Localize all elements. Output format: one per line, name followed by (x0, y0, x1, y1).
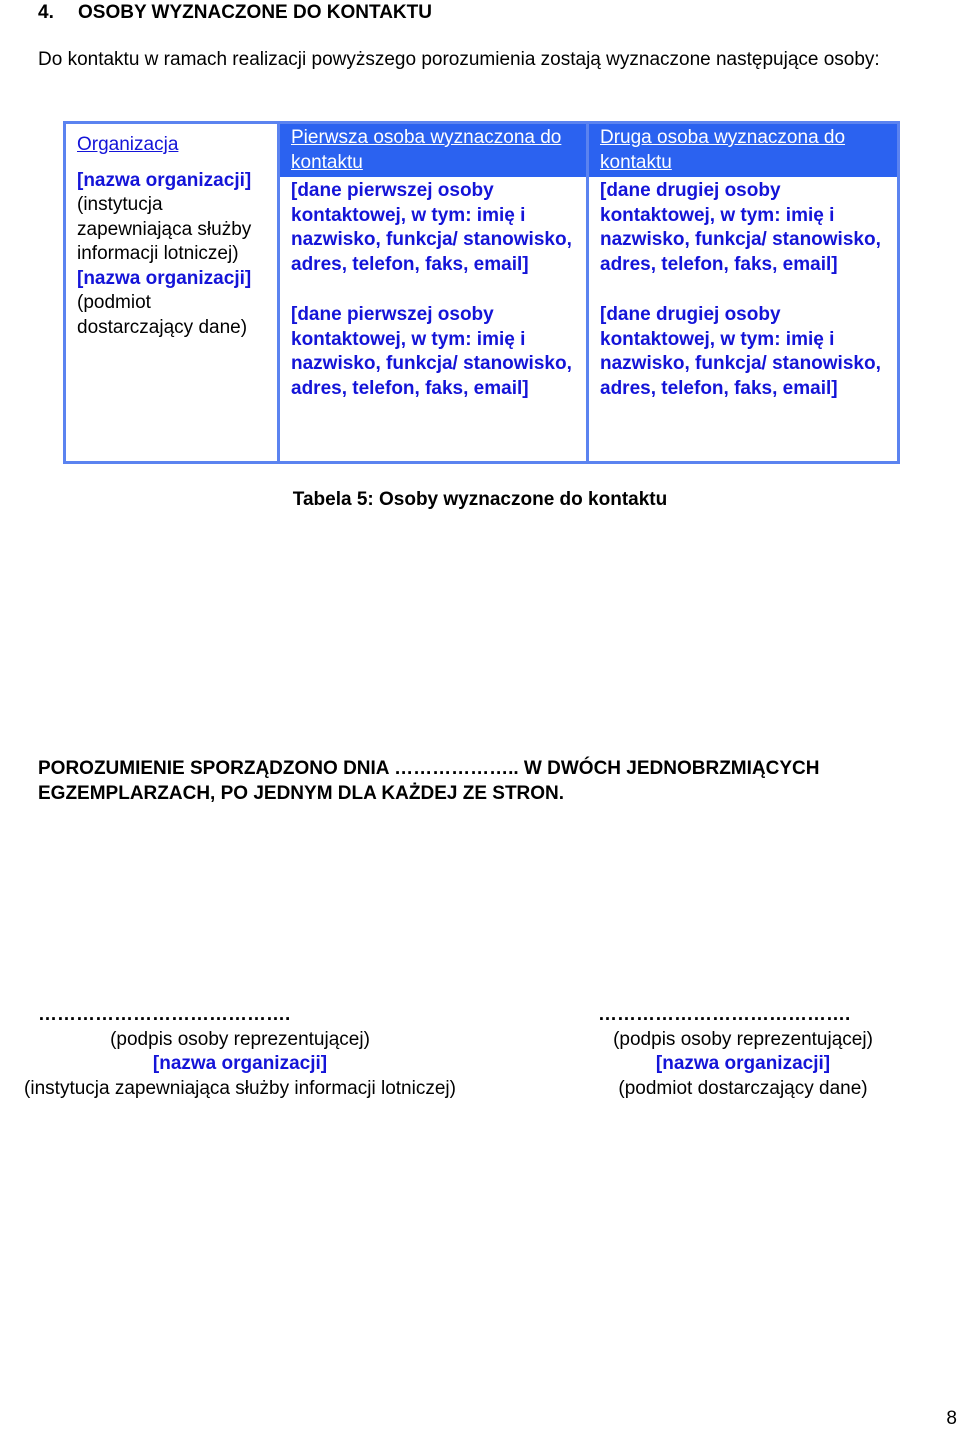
signature-label: (podpis osoby reprezentującej) (110, 1028, 370, 1050)
first-contact-header: Pierwsza osoba wyznaczona do kontaktu (280, 124, 586, 177)
section-number: 4. (38, 2, 54, 23)
signature-label: (podpis osoby reprezentującej) (613, 1028, 873, 1050)
signature-org-name: [nazwa organizacji] (152, 1053, 328, 1074)
first-contact-entry-2: [dane pierwszej osoby kontaktowej, w tym: imię i nazwisko, funkcja/ stanowisko, adres, telefon, faks, email] (291, 304, 572, 399)
signature-block-left (0, 1003, 480, 1101)
organization-header: Organizacja (77, 134, 179, 155)
first-contact-entry-1: [dane pierwszej osoby kontaktowej, w tym: imię i nazwisko, funkcja/ stanowisko, adres, telefon, faks, email] (291, 180, 572, 275)
second-contact-column (588, 123, 899, 463)
contact-table (63, 121, 900, 464)
org1-description: (instytucja zapewniająca służby informacji lotniczej) (77, 194, 252, 264)
first-contact-column (279, 123, 588, 463)
second-contact-cell (589, 124, 897, 401)
spacer (600, 277, 889, 303)
second-contact-header: Druga osoba wyznaczona do kontaktu (589, 124, 897, 177)
page-number: 8 (946, 1408, 957, 1429)
spacer (291, 277, 578, 303)
section-title: OSOBY WYZNACZONE DO KONTAKTU (78, 2, 432, 23)
section-heading (38, 1, 432, 25)
organization-cell (66, 124, 277, 340)
organization-column (65, 123, 279, 463)
table-caption: Tabela 5: Osoby wyznaczone do kontaktu (292, 489, 668, 510)
org2-name: [nazwa organizacji] (77, 267, 252, 289)
org1-name: [nazwa organizacji] (77, 169, 252, 191)
signature-block-right (598, 1003, 888, 1101)
signature-org-description: (instytucja zapewniająca służby informacji lotniczej) (24, 1077, 456, 1099)
second-contact-entry-2: [dane drugiej osoby kontaktowej, w tym: imię i nazwisko, funkcja/ stanowisko, adres, telefon, faks, email] (600, 304, 881, 399)
org2-description: (podmiot dostarczający dane) (77, 292, 248, 338)
first-contact-cell (280, 124, 586, 401)
signature-org-description: (podmiot dostarczający dane) (618, 1077, 868, 1099)
intro-paragraph: Do kontaktu w ramach realizacji powyższego porozumienia zostają wyznaczone następujące osoby: (38, 49, 880, 70)
second-contact-entry-1: [dane drugiej osoby kontaktowej, w tym: imię i nazwisko, funkcja/ stanowisko, adres, telefon, faks, email] (600, 180, 881, 275)
signature-org-name: [nazwa organizacji] (655, 1053, 831, 1074)
closing-statement: POROZUMIENIE SPORZĄDZONO DNIA ……………….. W DWÓCH JEDNOBRZMIĄCYCH EGZEMPLARZACH, PO JEDNYM DLA KAŻDEJ ZE STRON. (38, 758, 820, 804)
signature-line: …………………………………. (38, 1004, 291, 1025)
signature-line: …………………………………. (598, 1004, 851, 1025)
